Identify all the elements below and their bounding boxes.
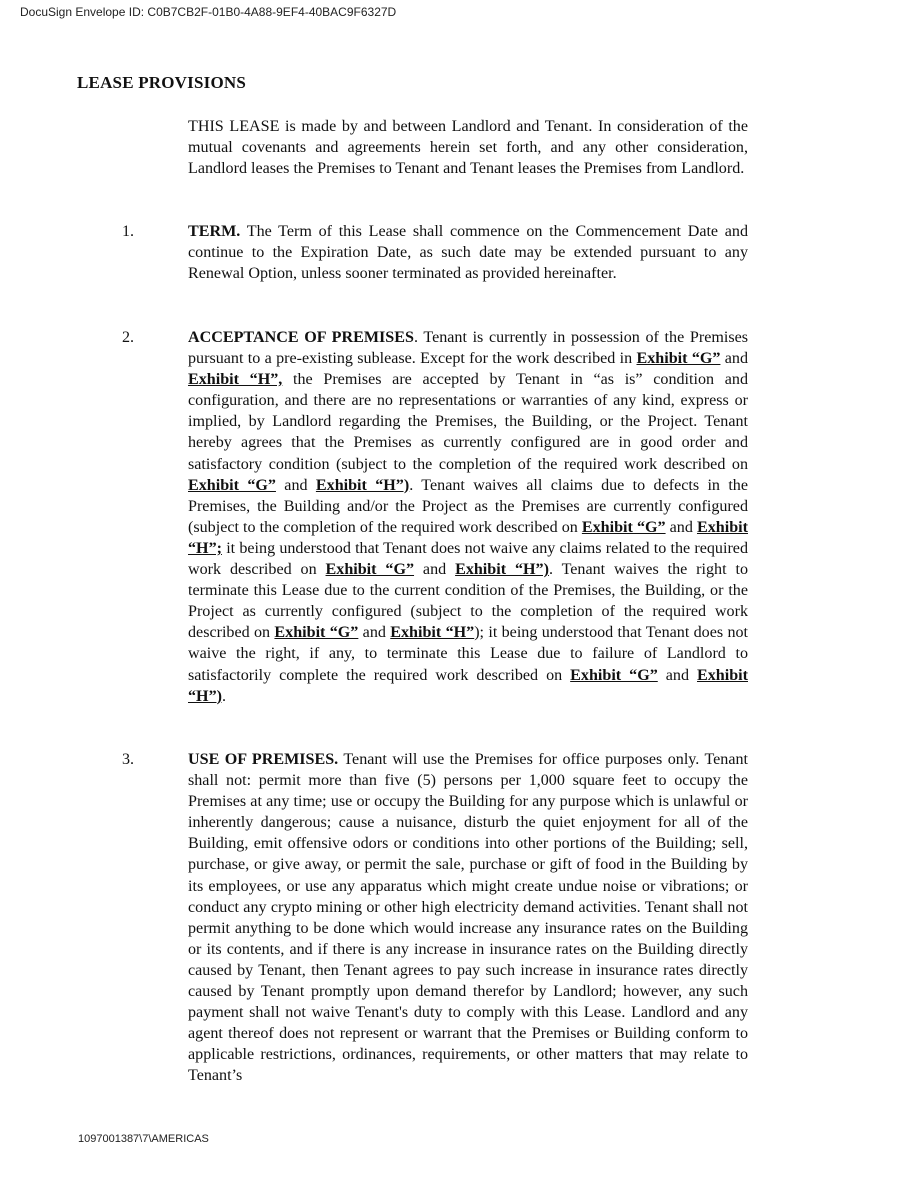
section-2-text: . bbox=[221, 687, 227, 705]
intro-paragraph: THIS LEASE is made by and between Landlord and Tenant. In consideration of the mutual covenants and agreements herein set forth, and any other consideration, Landlord leases the Premises to Tenant and Tenant leases the Premises from Landlord. bbox=[188, 118, 748, 178]
document-footer-id: 1097001387\7\AMERICAS bbox=[78, 1133, 209, 1145]
exhibit-h-link[interactable]: Exhibit “H”) bbox=[188, 666, 748, 705]
exhibit-g-link[interactable]: Exhibit “G” bbox=[581, 518, 666, 536]
section-2-paragraph bbox=[188, 327, 748, 707]
envelope-id: DocuSign Envelope ID: C0B7CB2F-01B0-4A88-9EF4-40BAC9F6327D bbox=[20, 5, 397, 19]
section-2-text: and bbox=[720, 350, 749, 368]
exhibit-g-link[interactable]: Exhibit “G” bbox=[274, 624, 359, 642]
section-1-title: TERM. bbox=[188, 223, 241, 240]
section-3-paragraph bbox=[188, 749, 748, 1087]
exhibit-h-link[interactable]: Exhibit “H”) bbox=[315, 476, 410, 494]
section-2-text: and bbox=[657, 666, 697, 684]
section-2-text: the Premises are accepted by Tenant in “as is” condition and configuration, and there are no representations or warranties of any kind, express or implied, by Landlord regarding the Premises, the Building, or the Project. Tenant hereby agrees that the Premises as currently configured are in good order and satisfactory condition (subject to the completion of the required work described on bbox=[188, 371, 748, 473]
section-2-text: . Tenant waives the right to terminate this Lease due to the current condition of the Premises, the Building, or the Project as currently configured (subject to the completion of the required work described on bbox=[188, 561, 748, 642]
exhibit-g-link[interactable]: Exhibit “G” bbox=[570, 666, 658, 684]
exhibit-h-link[interactable]: Exhibit “H”; bbox=[188, 518, 748, 557]
section-2-number: 2. bbox=[122, 329, 135, 346]
section-3-number: 3. bbox=[122, 751, 135, 768]
exhibit-g-link[interactable]: Exhibit “G” bbox=[188, 476, 276, 494]
section-3-title: USE OF PREMISES. bbox=[188, 751, 339, 768]
section-3-text: Tenant will use the Premises for office purposes only. Tenant shall not: permit more than five (5) persons per 1,000 square feet to occupy the Premises at any time; use or occupy the Building for any purpose which is unlawful or inherently dangerous; cause a nuisance, disturb the quiet enjoyment for all of the Building, emit offensive odors or conditions into other portions of the Building; sell, purchase, or give away, or permit the sale, purchase or gift of food in the Building by its employees, or use any apparatus which might create undue noise or vibrations; or conduct any crypto mining or other high electricity demand activities. Tenant shall not permit anything to be done which would increase any insurance rates on the Building or its contents, and if there is any increase in insurance rates on the Building directly caused by Tenant, then Tenant agrees to pay such increase in insurance rates directly caused by Tenant promptly upon demand therefor by Landlord; however, any such payment shall not waive Tenant's duty to comply with this Lease. Landlord and any agent thereof does not represent or warrant that the Premises or Building conform to applicable restrictions, ordinances, requirements, or other matters that may relate to Tenant’s bbox=[188, 751, 749, 1085]
section-2-text: . Tenant is currently in possession of the Premises pursuant to a pre-existing sublease. Except for the work described in bbox=[188, 329, 748, 368]
section-2-text: and bbox=[665, 518, 697, 536]
exhibit-h-link[interactable]: Exhibit “H”) bbox=[455, 561, 549, 579]
section-2-text: it being understood that Tenant does not waive any claims related to the required work described on bbox=[188, 539, 748, 579]
exhibit-g-link[interactable]: Exhibit “G” bbox=[636, 350, 721, 368]
section-2-text: and bbox=[275, 476, 316, 494]
section-2-text: . Tenant waives all claims due to defects in the Premises, the Building and/or the Project as the Premises are currently configured (subject to the completion of the required work described on bbox=[188, 476, 748, 536]
section-2-text: ); it being understood that Tenant does not waive the right, if any, to terminate this Lease due to failure of Landlord to satisfactorily complete the required work described on bbox=[188, 624, 749, 684]
exhibit-g-link[interactable]: Exhibit “G” bbox=[325, 561, 415, 579]
section-2-title: ACCEPTANCE OF PREMISES bbox=[188, 329, 414, 346]
section-1-number: 1. bbox=[122, 223, 135, 240]
page-heading: LEASE PROVISIONS bbox=[77, 73, 246, 92]
section-2-text: and bbox=[358, 624, 391, 642]
section-1-text: The Term of this Lease shall commence on the Commencement Date and continue to the Expiration Date, as such date may be extended pursuant to any Renewal Option, unless sooner terminated as provided hereinafter. bbox=[188, 223, 749, 283]
section-2-text: and bbox=[414, 561, 456, 579]
section-1-paragraph bbox=[188, 221, 748, 284]
exhibit-h-link[interactable]: Exhibit “H” bbox=[390, 624, 475, 642]
exhibit-h-link[interactable]: Exhibit “H”, bbox=[188, 371, 283, 389]
